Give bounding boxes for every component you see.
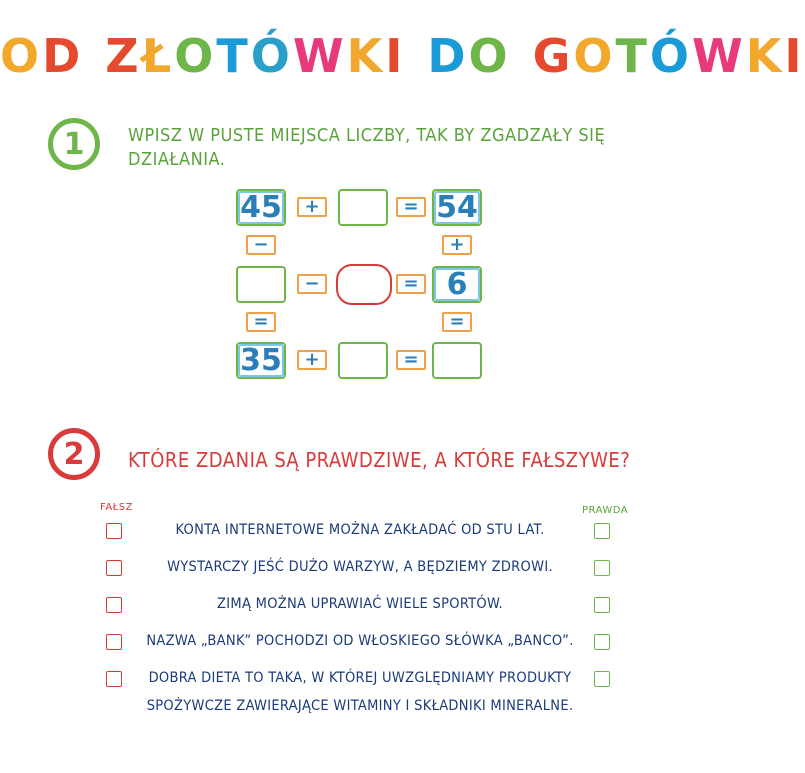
- grid-r2-c[interactable]: [432, 266, 482, 303]
- statement-1: KONTA INTERNETOWE MOŻNA ZAKŁADAĆ OD STU LAT.: [175, 522, 545, 538]
- true-checkbox-3[interactable]: [594, 597, 610, 613]
- title-letter: [511, 26, 533, 86]
- true-checkbox-1[interactable]: [594, 523, 610, 539]
- statement-5: DOBRA DIETA TO TAKA, W KTÓREJ UWZGLĘDNIAMY PRODUKTY SPOŻYWCZE ZAWIERAJĄCE WITAMINY I SKŁADNIKI MINERALNE.: [146, 670, 574, 714]
- title-letter: [83, 26, 105, 86]
- title-letter: Ó: [649, 29, 693, 83]
- grid-r3-a[interactable]: [236, 342, 286, 379]
- title-letter: D: [427, 29, 469, 83]
- grid-r2-c-value: 6: [434, 268, 480, 301]
- task-number-2-label: 2: [63, 436, 85, 472]
- title-letter: O: [174, 29, 217, 83]
- task-number-2: [48, 428, 100, 480]
- grid-r1-b-input[interactable]: [338, 189, 388, 226]
- grid-r3-op: +: [297, 350, 327, 370]
- grid-v2-left: =: [246, 312, 276, 332]
- grid-r1-eq: =: [396, 197, 426, 217]
- title-letter: T: [216, 29, 251, 83]
- grid-r1-a[interactable]: [236, 189, 286, 226]
- true-checkbox-5[interactable]: [594, 671, 610, 687]
- false-checkbox-2[interactable]: [106, 560, 122, 576]
- title-letter: K: [346, 29, 386, 83]
- false-checkbox-4[interactable]: [106, 634, 122, 650]
- false-column-label: FAŁSZ: [100, 502, 133, 513]
- grid-v1-right: +: [442, 235, 472, 255]
- grid-v1-left: −: [246, 235, 276, 255]
- true-column-label: PRAWDA: [582, 505, 629, 516]
- title-letter: W: [692, 29, 746, 83]
- grid-r1-op: +: [297, 197, 327, 217]
- true-checkbox-2[interactable]: [594, 560, 610, 576]
- title-letter: Z: [105, 29, 142, 83]
- title-letter: K: [745, 29, 785, 83]
- title-letter: G: [532, 29, 574, 83]
- statement-3: ZIMĄ MOŻNA UPRAWIAĆ WIELE SPORTÓW.: [217, 596, 503, 612]
- page-title: [0, 26, 805, 86]
- task-number-1-label: 1: [63, 126, 85, 162]
- grid-r1-c-value: 54: [434, 191, 480, 224]
- title-letter: T: [615, 29, 650, 83]
- grid-r3-a-value: 35: [238, 344, 284, 377]
- grid-r1-c[interactable]: [432, 189, 482, 226]
- title-letter: O: [0, 29, 43, 83]
- task2-instruction: KTÓRE ZDANIA SĄ PRAWDZIWE, A KTÓRE FAŁSZYWE?: [128, 448, 631, 472]
- grid-r3-eq: =: [396, 350, 426, 370]
- task-number-1: [48, 118, 100, 170]
- title-letter: W: [292, 29, 347, 83]
- title-letter: Ł: [141, 29, 175, 83]
- statement-4: NAZWA „BANK” POCHODZI OD WŁOSKIEGO SŁÓWKA „BANCO”.: [146, 633, 574, 649]
- task1-instruction: WPISZ W PUSTE MIEJSCA LICZBY, TAK BY ZGADZAŁY SIĘ DZIAŁANIA.: [128, 125, 606, 170]
- false-checkbox-3[interactable]: [106, 597, 122, 613]
- grid-r2-eq: =: [396, 274, 426, 294]
- true-checkbox-4[interactable]: [594, 634, 610, 650]
- false-checkbox-1[interactable]: [106, 523, 122, 539]
- grid-r2-op: −: [297, 274, 327, 294]
- title-letter: O: [468, 29, 511, 83]
- grid-r3-b-input[interactable]: [338, 342, 388, 379]
- grid-r3-c-input[interactable]: [432, 342, 482, 379]
- grid-r2-b-input[interactable]: [336, 264, 392, 305]
- grid-v2-right: =: [442, 312, 472, 332]
- title-letter: O: [573, 29, 616, 83]
- title-letter: D: [42, 29, 84, 83]
- statement-2: WYSTARCZY JEŚĆ DUŻO WARZYW, A BĘDZIEMY ZDROWI.: [167, 559, 553, 575]
- title-letter: I: [385, 29, 406, 83]
- title-letter: I: [784, 29, 805, 83]
- false-checkbox-5[interactable]: [106, 671, 122, 687]
- title-letter: [405, 26, 427, 86]
- title-letter: Ó: [250, 29, 293, 83]
- grid-r1-a-value: 45: [238, 191, 284, 224]
- grid-r2-a-input[interactable]: [236, 266, 286, 303]
